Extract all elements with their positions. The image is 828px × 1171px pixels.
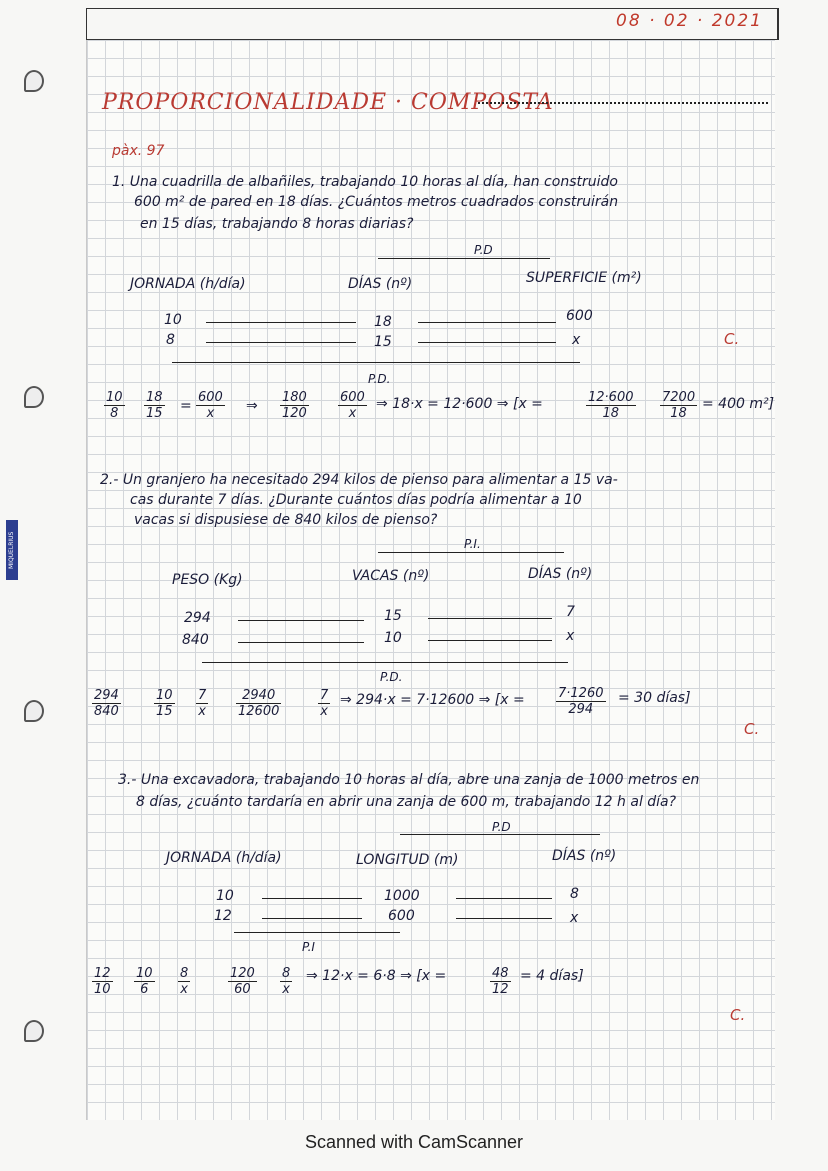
problem3-row-line xyxy=(456,898,552,899)
problem3-header-longitud: LONGITUD (m) xyxy=(356,852,459,868)
problem3-cell: 600 xyxy=(388,908,415,924)
problem1-fraction: $\frac{18}{15}$ xyxy=(146,390,163,421)
problem3-row-line xyxy=(456,918,552,919)
binder-hole-icon xyxy=(24,70,44,92)
problem3-line1: 3.- Una excavadora, trabajando 10 horas al día, abre una zanja de 1000 metros en xyxy=(118,772,700,788)
problem3-fraction: $\frac{120}{60}$ xyxy=(230,966,255,997)
problem2-header-dias: DÍAS (nº) xyxy=(528,566,593,582)
problem2-fraction: $\frac{7}{x}$ xyxy=(198,688,207,719)
problem2-row-line xyxy=(428,640,552,641)
problem3-equation: ⇒ 12·x = 6·8 ⇒ [x = xyxy=(306,968,447,984)
problem2-fraction: $\frac{2940}{12600}$ xyxy=(238,688,280,719)
problem3-cell: 10 xyxy=(216,888,234,904)
problem2-cell: 7 xyxy=(566,604,575,620)
problem1-row-line xyxy=(206,342,356,343)
problem3-header-jornada: JORNADA (h/día) xyxy=(166,850,282,866)
binder-hole-icon xyxy=(24,1020,44,1042)
problem1-fraction: $\frac{600}{x}$ xyxy=(198,390,223,421)
problem3-check-mark: C. xyxy=(730,1006,746,1024)
problem3-fraction: $\frac{10}{6}$ xyxy=(136,966,153,997)
title-underline xyxy=(478,102,768,104)
problem1-line2: 600 m² de pared en 18 días. ¿Cuántos metros cuadrados construirán xyxy=(134,194,619,210)
problem3-bracket xyxy=(234,932,400,933)
problem2-equation: ⇒ 294·x = 7·12600 ⇒ [x = xyxy=(340,692,525,708)
problem3-bracket xyxy=(400,834,600,835)
problem2-row-line xyxy=(428,618,552,619)
problem2-proportion-top: P.I. xyxy=(464,537,481,551)
problem2-proportion-bottom: P.D. xyxy=(380,670,403,684)
problem3-line2: 8 días, ¿cuánto tardaría en abrir una zanja de 600 m, trabajando 12 h al día? xyxy=(136,794,677,810)
problem2-fraction: $\frac{294}{840}$ xyxy=(94,688,119,719)
problem2-cell: 840 xyxy=(182,632,209,648)
problem3-cell: 12 xyxy=(214,908,232,924)
problem2-header-vacas: VACAS (nº) xyxy=(352,568,430,584)
problem1-line3: en 15 días, trabajando 8 horas diarias? xyxy=(140,216,414,232)
problem1-fraction: $\frac{7200}{18}$ xyxy=(662,390,696,421)
problem1-result: = 400 m²] xyxy=(702,396,775,412)
problem2-line1: 2.- Un granjero ha necesitado 294 kilos de pienso para alimentar a 15 va- xyxy=(100,472,618,488)
problem1-fraction: $\frac{12\cdot 600}{18}$ xyxy=(588,390,634,421)
problem1-fraction: $\frac{10}{8}$ xyxy=(106,390,123,421)
problem1-cell: 600 xyxy=(566,308,593,324)
date: 08 · 02 · 2021 xyxy=(616,11,763,31)
binder-hole-icon xyxy=(24,700,44,722)
problem1-row-line xyxy=(418,342,556,343)
problem1-row-line xyxy=(418,322,556,323)
problem2-line3: vacas si dispusiese de 840 kilos de pienso? xyxy=(134,512,438,528)
problem1-cell: 8 xyxy=(166,332,175,348)
problem2-bracket xyxy=(202,662,568,663)
problem1-line1: 1. Una cuadrilla de albañiles, trabajando 10 horas al día, han construido xyxy=(112,174,618,190)
binder-hole-icon xyxy=(24,386,44,408)
problem2-line2: cas durante 7 días. ¿Durante cuántos días podría alimentar a 10 xyxy=(130,492,582,508)
problem3-header-dias: DÍAS (nº) xyxy=(552,848,617,864)
problem3-unknown: x xyxy=(570,910,579,926)
problem3-fraction: $\frac{48}{12}$ xyxy=(492,966,509,997)
problem1-header-jornada: JORNADA (h/día) xyxy=(130,276,246,292)
problem2-fraction: $\frac{7\cdot 1260}{294}$ xyxy=(558,686,604,717)
problem3-fraction: $\frac{8}{x}$ xyxy=(180,966,189,997)
page-title: PROPORCIONALIDADE · COMPOSTA xyxy=(102,90,554,115)
problem1-proportion-bottom: P.D. xyxy=(368,372,391,386)
problem1-unknown: x xyxy=(572,332,581,348)
page-reference: pàx. 97 xyxy=(112,143,165,159)
problem1-implies: ⇒ xyxy=(246,398,258,414)
problem1-header-superficie: SUPERFICIE (m²) xyxy=(526,270,642,286)
problem1-header-dias: DÍAS (nº) xyxy=(348,276,413,292)
problem2-row-line xyxy=(238,642,364,643)
problem2-unknown: x xyxy=(566,628,575,644)
problem2-cell: 10 xyxy=(384,630,402,646)
problem1-bracket xyxy=(378,258,550,259)
problem1-bracket xyxy=(172,362,580,363)
notebook-brand-tag: MIQUELRIUS xyxy=(6,520,18,580)
problem1-cell: 15 xyxy=(374,334,392,350)
problem3-cell: 1000 xyxy=(384,888,420,904)
problem2-row-line xyxy=(238,620,364,621)
problem2-cell: 294 xyxy=(184,610,211,626)
problem2-bracket xyxy=(378,552,564,553)
problem1-cell: 10 xyxy=(164,312,182,328)
problem1-fraction: $\frac{600}{x}$ xyxy=(340,390,365,421)
problem3-row-line xyxy=(262,898,362,899)
date-header-box xyxy=(86,8,779,40)
problem2-fraction: $\frac{7}{x}$ xyxy=(320,688,329,719)
problem3-fraction: $\frac{8}{x}$ xyxy=(282,966,291,997)
problem1-row-line xyxy=(206,322,356,323)
problem1-equals: = xyxy=(180,398,192,414)
problem1-equation: ⇒ 18·x = 12·600 ⇒ [x = xyxy=(376,396,543,412)
problem3-row-line xyxy=(262,918,362,919)
problem2-fraction: $\frac{10}{15}$ xyxy=(156,688,173,719)
scanner-watermark: Scanned with CamScanner xyxy=(304,1132,524,1152)
problem1-check-mark: C. xyxy=(724,330,740,348)
problem3-cell: 8 xyxy=(570,886,579,902)
problem2-header-peso: PESO (Kg) xyxy=(172,572,243,588)
problem2-check-mark: C. xyxy=(744,720,760,738)
problem3-fraction: $\frac{12}{10}$ xyxy=(94,966,111,997)
problem1-proportion-top: P.D xyxy=(474,243,493,257)
problem3-result: = 4 días] xyxy=(520,968,584,984)
problem2-result: = 30 días] xyxy=(618,690,691,706)
problem1-cell: 18 xyxy=(374,314,392,330)
problem1-fraction: $\frac{180}{120}$ xyxy=(282,390,307,421)
problem2-cell: 15 xyxy=(384,608,402,624)
problem3-proportion-bottom: P.I xyxy=(302,940,315,954)
problem3-proportion-top: P.D xyxy=(492,820,511,834)
